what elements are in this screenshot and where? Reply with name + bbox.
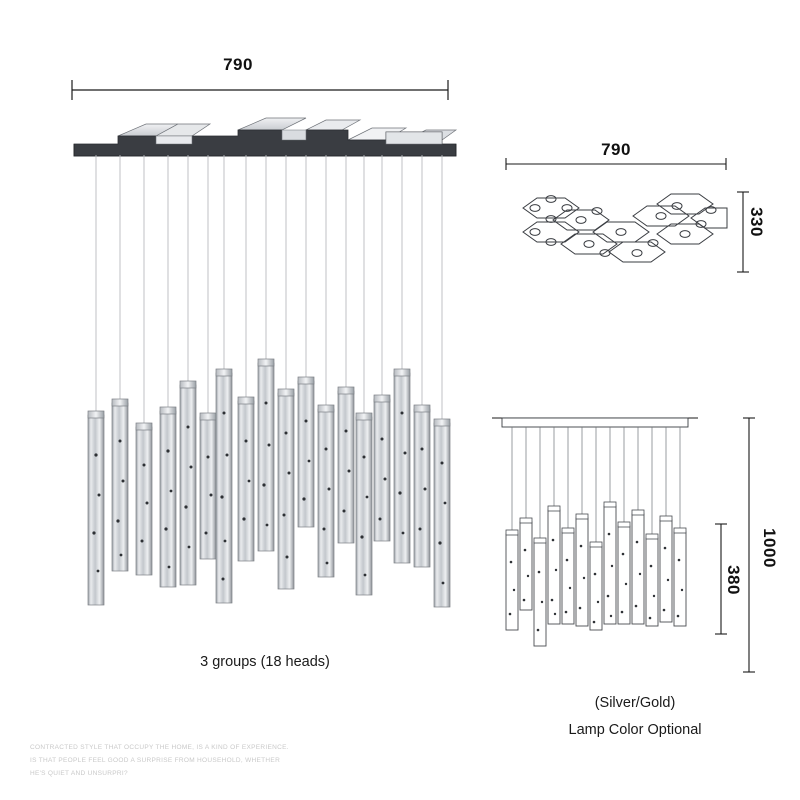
main-width-label: 790 [223, 55, 253, 74]
top-view-width-label: 790 [601, 140, 631, 159]
footer-line-1: CONTRACTED STYLE THAT OCCUPY THE HOME, IS A KIND OF EXPERIENCE. [30, 744, 289, 751]
footer-line-3: HE'S QUIET AND UNSURPRI? [30, 770, 128, 777]
side-view-total-height-dimension [742, 414, 756, 676]
main-view-caption: 3 groups (18 heads) [200, 654, 330, 670]
side-view-drawing [488, 414, 714, 676]
side-view-total-height-label: 1000 [759, 528, 779, 568]
footer-line-2: IS THAT PEOPLE FEEL GOOD A SURPRISE FROM HOUSEHOLD, WHETHER [30, 757, 281, 764]
side-view-body-height-label: 380 [723, 565, 743, 595]
side-view-caption-line2: Lamp Color Optional [568, 722, 702, 738]
pendant-tubes-group [60, 155, 470, 635]
top-view-hex-cluster [505, 186, 731, 278]
top-view-depth-label: 330 [746, 207, 766, 237]
side-view-caption-line1: (Silver/Gold) [594, 695, 676, 711]
top-view-width-dimension [500, 158, 732, 172]
main-top-dimension-line [60, 78, 470, 104]
